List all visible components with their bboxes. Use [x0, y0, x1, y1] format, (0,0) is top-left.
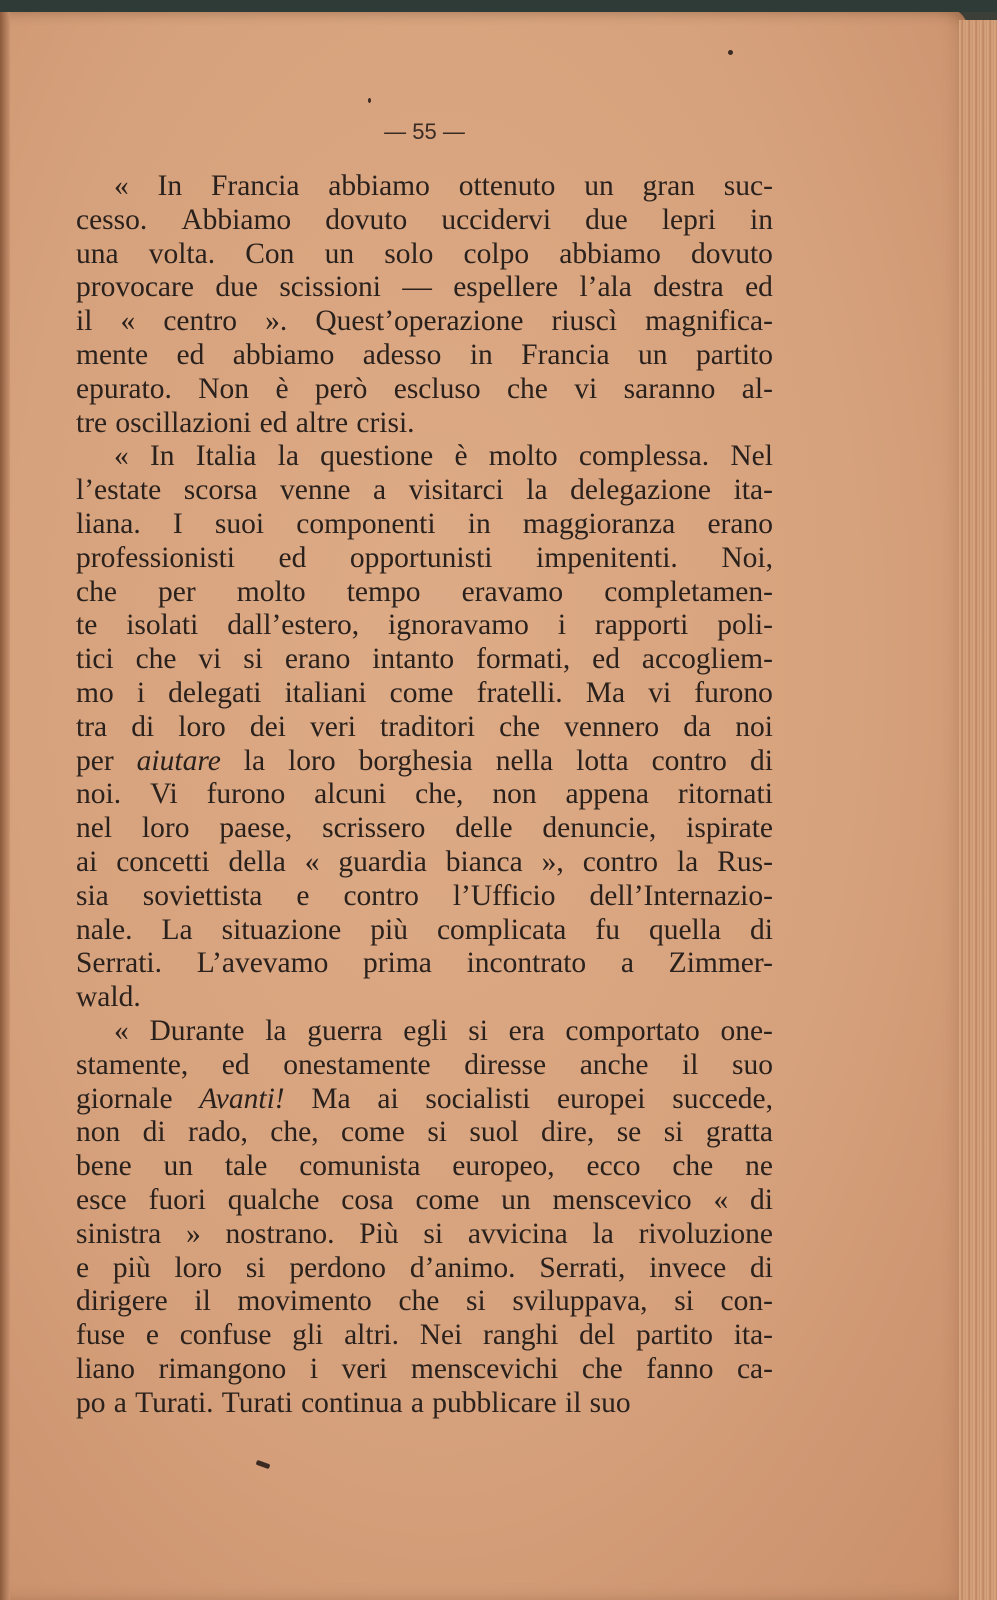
- text-line: tre oscillazioni ed altre crisi.: [76, 406, 415, 439]
- text-line: po a Turati. Turati continua a pubblicare il suo: [76, 1386, 631, 1419]
- text-line: sia soviettista e contro l’Ufficio dell’Internazio-: [76, 879, 773, 912]
- page-stack-edges: [959, 20, 997, 1600]
- body-text: [76, 170, 773, 1420]
- paragraph: [76, 1015, 773, 1421]
- text-line: nale. La situazione più complicata fu quella di: [76, 913, 773, 946]
- text-line: liano rimangono i veri menscevichi che fanno ca-: [76, 1352, 773, 1385]
- text-line: mo i delegati italiani come fratelli. Ma vi furono: [76, 676, 773, 709]
- text-line: cesso. Abbiamo dovuto uccidervi due lepri in: [76, 203, 773, 236]
- text-line: « In Italia la questione è molto complessa. Nel: [114, 440, 773, 473]
- text-line: l’estate scorsa venne a visitarci la delegazione ita-: [76, 474, 773, 507]
- text-line: il « centro ». Quest’operazione riuscì magnifica-: [76, 305, 773, 338]
- text-line: e più loro si perdono d’animo. Serrati, invece di: [76, 1251, 773, 1284]
- text-line: esce fuori qualche cosa come un menscevico « di: [76, 1183, 773, 1216]
- text-line: una volta. Con un solo colpo abbiamo dovuto: [76, 237, 773, 270]
- book-cover-edge: [0, 0, 997, 12]
- page-left-edge: [0, 8, 10, 1600]
- text-line: Serrati. L’avevamo prima incontrato a Zimmer-: [76, 947, 773, 980]
- text-line: non di rado, che, come si suol dire, se si gratta: [76, 1116, 773, 1149]
- text-block: [76, 112, 773, 1420]
- dust-speck: [368, 98, 371, 103]
- text-line: che per molto tempo eravamo completamen-: [76, 575, 773, 608]
- text-line: ai concetti della « guardia bianca », contro la Rus-: [76, 845, 773, 878]
- text-line: « In Francia abbiamo ottenuto un gran suc-: [114, 170, 773, 202]
- text-line: dirigere il movimento che si sviluppava, si con-: [76, 1285, 773, 1318]
- text-line: fuse e confuse gli altri. Nei ranghi del partito ita-: [76, 1319, 773, 1352]
- text-line: bene un tale comunista europeo, ecco che ne: [76, 1150, 773, 1183]
- text-line: nel loro paese, scrissero delle denuncie, ispirate: [76, 812, 773, 845]
- text-line: giornale Avanti! Ma ai socialisti europei succede,: [76, 1082, 773, 1115]
- text-line: sinistra » nostrano. Più si avvicina la rivoluzione: [76, 1217, 773, 1250]
- paragraph: [76, 440, 773, 1015]
- text-line: professionisti ed opportunisti impenitenti. Noi,: [76, 541, 773, 574]
- text-line: provocare due scissioni — espellere l’ala destra ed: [76, 271, 773, 304]
- page-number: — 55 —: [384, 119, 465, 144]
- text-line: per aiutare la loro borghesia nella lotta contro di: [76, 744, 773, 777]
- text-line: stamente, ed onestamente diresse anche il suo: [76, 1048, 773, 1081]
- paragraph: [76, 170, 773, 440]
- text-line: tra di loro dei veri traditori che vennero da noi: [76, 710, 773, 743]
- text-line: te isolati dall’estero, ignoravamo i rapporti poli-: [76, 609, 773, 642]
- text-line: liana. I suoi componenti in maggioranza erano: [76, 507, 773, 540]
- text-line: noi. Vi furono alcuni che, non appena ritornati: [76, 778, 773, 811]
- text-line: mente ed abbiamo adesso in Francia un partito: [76, 338, 773, 371]
- dust-speck: [728, 50, 733, 55]
- text-line: epurato. Non è però escluso che vi saranno al-: [76, 372, 773, 405]
- text-line: « Durante la guerra egli si era comportato one-: [114, 1014, 773, 1047]
- text-line: tici che vi si erano intanto formati, ed accogliem-: [76, 643, 773, 676]
- text-line: wald.: [76, 981, 141, 1014]
